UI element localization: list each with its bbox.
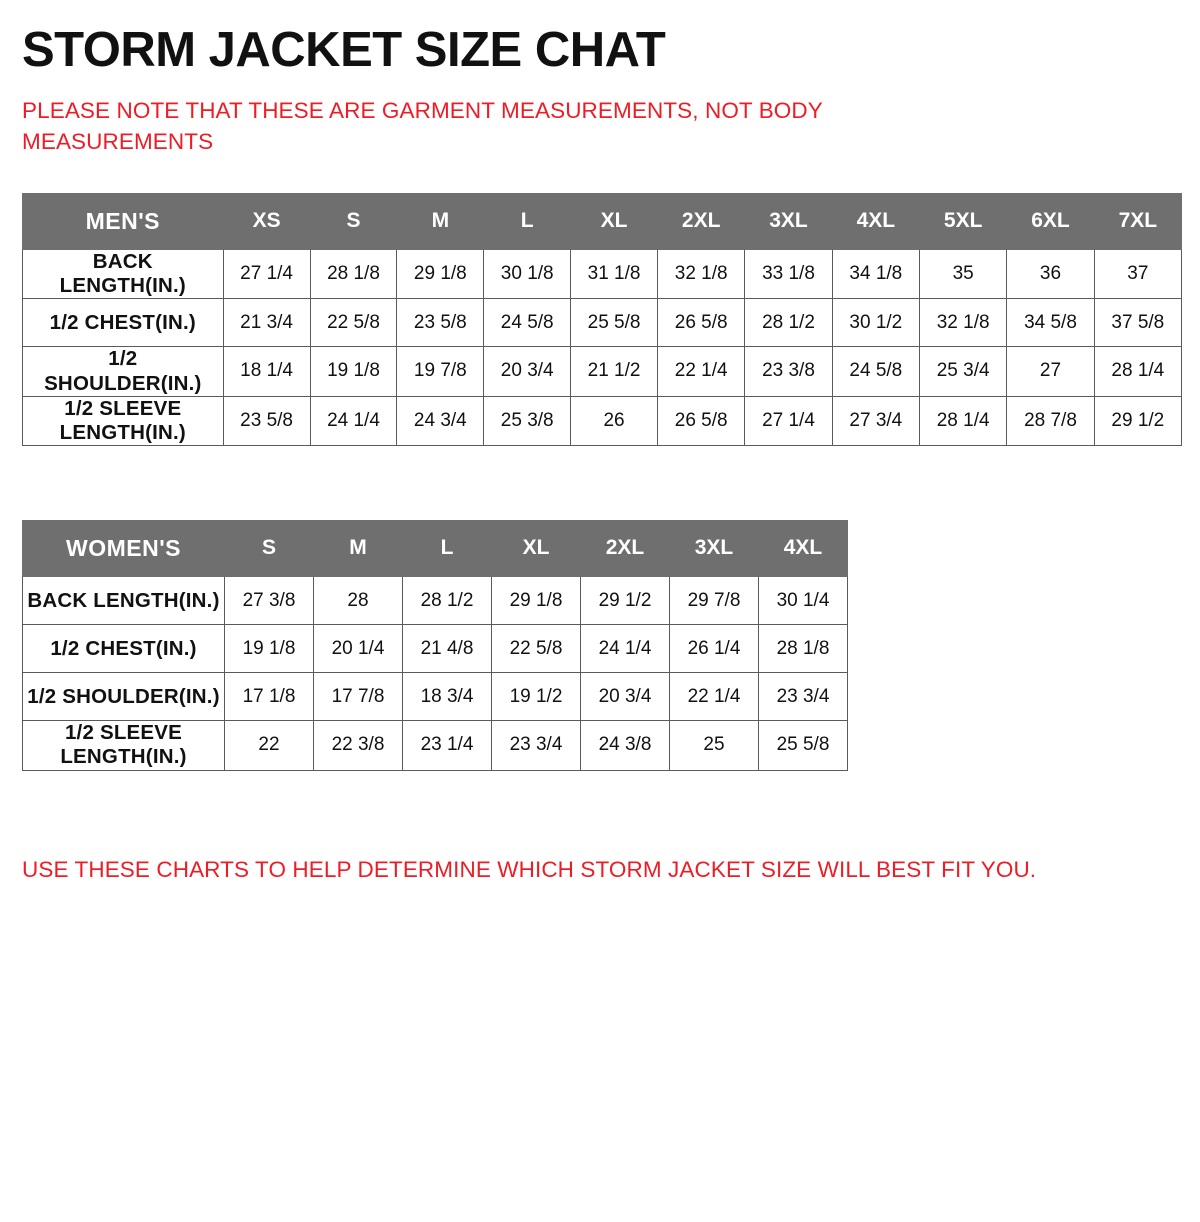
row-label: 1/2 SLEEVE LENGTH(IN.) [23, 396, 224, 445]
measurement-cell: 18 1/4 [223, 347, 310, 396]
measurement-cell: 27 1/4 [223, 250, 310, 299]
column-header-xl: XL [492, 521, 581, 577]
measurement-cell: 23 3/4 [759, 673, 848, 721]
row-label: 1/2 SHOULDER(IN.) [23, 673, 225, 721]
measurement-cell: 31 1/8 [571, 250, 658, 299]
column-header-2xl: 2XL [581, 521, 670, 577]
measurement-cell: 17 7/8 [314, 673, 403, 721]
measurement-cell: 24 1/4 [310, 396, 397, 445]
measurement-cell: 24 5/8 [484, 299, 571, 347]
measurement-cell: 25 5/8 [759, 721, 848, 770]
measurement-cell: 28 7/8 [1007, 396, 1094, 445]
table-row [23, 577, 848, 625]
column-header-s: S [310, 194, 397, 250]
measurement-cell: 23 1/4 [403, 721, 492, 770]
measurement-cell: 22 5/8 [310, 299, 397, 347]
measurement-cell: 29 1/8 [397, 250, 484, 299]
column-header-3xl: 3XL [745, 194, 832, 250]
womens-size-table [22, 520, 848, 770]
table-row [23, 299, 1182, 347]
measurement-cell: 21 3/4 [223, 299, 310, 347]
measurement-cell: 21 1/2 [571, 347, 658, 396]
measurement-cell: 27 3/8 [225, 577, 314, 625]
mens-size-table [22, 193, 1182, 446]
measurement-cell: 20 3/4 [581, 673, 670, 721]
column-header-xs: XS [223, 194, 310, 250]
column-header-5xl: 5XL [919, 194, 1006, 250]
measurement-cell: 23 3/4 [492, 721, 581, 770]
table-row [23, 347, 1182, 396]
size-chart-page [0, 22, 1200, 1222]
row-label: 1/2 SHOULDER(IN.) [23, 347, 224, 396]
measurement-cell: 25 [670, 721, 759, 770]
measurement-cell: 29 1/2 [581, 577, 670, 625]
measurement-cell: 33 1/8 [745, 250, 832, 299]
measurement-cell: 26 5/8 [658, 396, 745, 445]
column-header-m: M [397, 194, 484, 250]
measurement-cell: 25 3/4 [919, 347, 1006, 396]
measurement-cell: 23 3/8 [745, 347, 832, 396]
measurement-cell: 37 5/8 [1094, 299, 1181, 347]
measurement-cell: 30 1/4 [759, 577, 848, 625]
measurement-cell: 19 7/8 [397, 347, 484, 396]
measurement-cell: 18 3/4 [403, 673, 492, 721]
row-label: 1/2 CHEST(IN.) [23, 625, 225, 673]
measurement-cell: 24 3/8 [581, 721, 670, 770]
measurement-cell: 34 5/8 [1007, 299, 1094, 347]
measurement-cell: 35 [919, 250, 1006, 299]
column-header-4xl: 4XL [832, 194, 919, 250]
mens-header-row [23, 194, 1182, 250]
row-label: 1/2 CHEST(IN.) [23, 299, 224, 347]
measurement-cell: 24 5/8 [832, 347, 919, 396]
column-header-6xl: 6XL [1007, 194, 1094, 250]
page-title: STORM JACKET SIZE CHAT [22, 23, 666, 77]
column-header-4xl: 4XL [759, 521, 848, 577]
measurement-cell: 22 1/4 [658, 347, 745, 396]
measurement-cell: 32 1/8 [658, 250, 745, 299]
measurement-cell: 34 1/8 [832, 250, 919, 299]
measurement-cell: 26 1/4 [670, 625, 759, 673]
measurement-cell: 24 3/4 [397, 396, 484, 445]
column-header-2xl: 2XL [658, 194, 745, 250]
column-header-7xl: 7XL [1094, 194, 1181, 250]
row-label: BACK LENGTH(IN.) [23, 577, 225, 625]
measurement-cell: 32 1/8 [919, 299, 1006, 347]
table-row [23, 721, 848, 770]
column-header-s: S [225, 521, 314, 577]
measurement-cell: 25 5/8 [571, 299, 658, 347]
measurement-cell: 30 1/2 [832, 299, 919, 347]
measurement-cell: 28 1/4 [1094, 347, 1181, 396]
column-header-m: M [314, 521, 403, 577]
measurement-cell: 28 1/2 [403, 577, 492, 625]
measurement-cell: 37 [1094, 250, 1181, 299]
measurement-cell: 20 1/4 [314, 625, 403, 673]
measurement-cell: 20 3/4 [484, 347, 571, 396]
top-note: PLEASE NOTE THAT THESE ARE GARMENT MEASUREMENTS, NOT BODY MEASUREMENTS [22, 98, 823, 154]
column-header-3xl: 3XL [670, 521, 759, 577]
measurement-cell: 29 1/8 [492, 577, 581, 625]
measurement-cell: 27 3/4 [832, 396, 919, 445]
measurement-cell: 25 3/8 [484, 396, 571, 445]
measurement-cell: 28 1/4 [919, 396, 1006, 445]
measurement-cell: 23 5/8 [223, 396, 310, 445]
measurement-cell: 21 4/8 [403, 625, 492, 673]
measurement-cell: 23 5/8 [397, 299, 484, 347]
bottom-note: USE THESE CHARTS TO HELP DETERMINE WHICH STORM JACKET SIZE WILL BEST FIT YOU. [22, 856, 1037, 882]
measurement-cell: 17 1/8 [225, 673, 314, 721]
row-label: 1/2 SLEEVE LENGTH(IN.) [23, 721, 225, 770]
measurement-cell: 22 5/8 [492, 625, 581, 673]
table-row [23, 625, 848, 673]
measurement-cell: 28 1/8 [310, 250, 397, 299]
measurement-cell: 19 1/2 [492, 673, 581, 721]
table-row [23, 396, 1182, 445]
column-header-l: L [484, 194, 571, 250]
row-label: BACK LENGTH(IN.) [23, 250, 224, 299]
measurement-cell: 22 1/4 [670, 673, 759, 721]
table-row [23, 250, 1182, 299]
column-header-l: L [403, 521, 492, 577]
measurement-cell: 24 1/4 [581, 625, 670, 673]
measurement-cell: 28 1/8 [759, 625, 848, 673]
measurement-cell: 26 5/8 [658, 299, 745, 347]
mens-header-label: MEN'S [23, 194, 224, 250]
measurement-cell: 27 [1007, 347, 1094, 396]
measurement-cell: 29 1/2 [1094, 396, 1181, 445]
measurement-cell: 30 1/8 [484, 250, 571, 299]
measurement-cell: 22 3/8 [314, 721, 403, 770]
measurement-cell: 26 [571, 396, 658, 445]
measurement-cell: 28 1/2 [745, 299, 832, 347]
womens-header-row [23, 521, 848, 577]
measurement-cell: 22 [225, 721, 314, 770]
measurement-cell: 19 1/8 [310, 347, 397, 396]
measurement-cell: 19 1/8 [225, 625, 314, 673]
measurement-cell: 27 1/4 [745, 396, 832, 445]
column-header-xl: XL [571, 194, 658, 250]
table-row [23, 673, 848, 721]
measurement-cell: 28 [314, 577, 403, 625]
womens-header-label: WOMEN'S [23, 521, 225, 577]
measurement-cell: 36 [1007, 250, 1094, 299]
measurement-cell: 29 7/8 [670, 577, 759, 625]
